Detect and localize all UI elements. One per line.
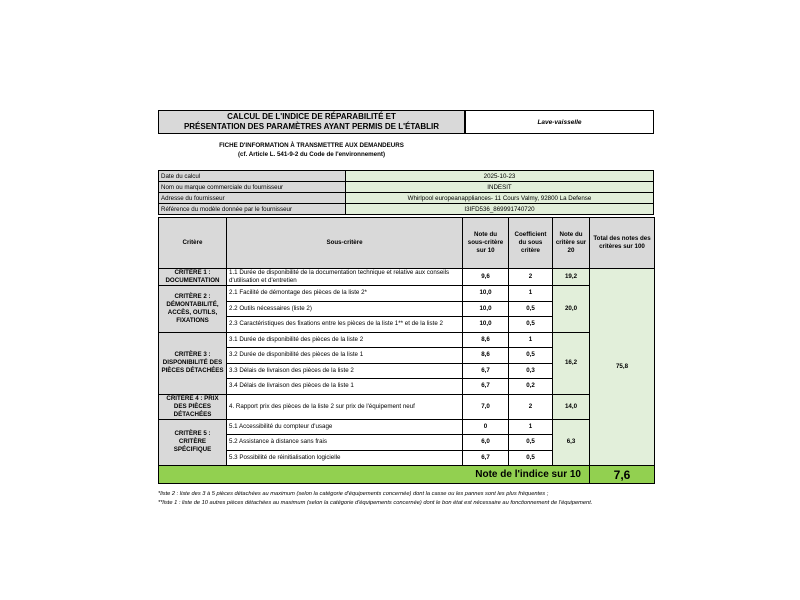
sub-criterion-note: 6,0	[463, 435, 509, 451]
title-line-2: PRÉSENTATION DES PARAMÈTRES AYANT PERMIS DE L'ÉTABLIR	[183, 122, 440, 131]
criterion-score: 14,0	[553, 394, 590, 419]
sub-criterion-coefficient: 0,3	[509, 363, 553, 379]
sub-criterion-note: 0	[463, 419, 509, 435]
sub-criterion-label: 2.1 Facilité de démontage des pièces de la liste 2*	[227, 286, 463, 302]
criterion-score: 16,2	[553, 332, 590, 394]
table-row	[159, 286, 655, 302]
sheet-heading-title: FICHE D'INFORMATION À TRANSMETTRE AUX DEMANDEURS	[219, 142, 404, 149]
final-row	[159, 466, 655, 484]
final-score-value: 7,6	[590, 466, 655, 484]
info-label: Date du calcul	[159, 171, 346, 182]
header-note-critere: Note du critère sur 20	[553, 218, 590, 269]
table-row	[159, 419, 655, 435]
criterion-name: CRITÈRE 5 : CRITÈRE SPÉCIFIQUE	[159, 419, 227, 466]
info-label: Nom ou marque commerciale du fournisseur	[159, 182, 346, 193]
sub-criterion-note: 7,0	[463, 394, 509, 419]
sub-criterion-label: 5.1 Accessibilité du compteur d'usage	[227, 419, 463, 435]
sub-criterion-label: 3.4 Délais de livraison des pièces de la liste 1	[227, 379, 463, 395]
header-sous-critere: Sous-critère	[227, 218, 463, 269]
criterion-name: CRITÈRE 2 : DÉMONTABILITÉ, ACCÈS, OUTILS, FIXATIONS	[159, 286, 227, 333]
sheet-heading	[158, 141, 465, 159]
title-line-1: CALCUL DE L'INDICE DE RÉPARABILITÉ ET	[227, 112, 396, 121]
sub-criterion-note: 6,7	[463, 450, 509, 466]
criterion-name: CRITÈRE 3 : DISPONIBILITÉ DES PIÈCES DÉTACHÉES	[159, 332, 227, 394]
sub-criterion-coefficient: 0,5	[509, 348, 553, 364]
sub-criterion-note: 10,0	[463, 286, 509, 302]
sub-criterion-coefficient: 0,5	[509, 317, 553, 333]
sub-criterion-label: 5.3 Possibilité de réinitialisation logicielle	[227, 450, 463, 466]
info-value: Whirlpool europeanappliances- 11 Cours Valmy, 92800 La Defense	[346, 193, 654, 204]
info-value: INDESIT	[346, 182, 654, 193]
info-value: I3IFD536_869991740720	[346, 204, 654, 215]
sub-criterion-label: 3.1 Durée de disponibilité des pièces de la liste 2	[227, 332, 463, 348]
sheet-heading-reference: (cf. Article L. 541-9-2 du Code de l'environnement)	[237, 151, 386, 158]
sub-criterion-note: 6,7	[463, 379, 509, 395]
header-note-sous-critere: Note du sous-critère sur 10	[463, 218, 509, 269]
sub-criterion-coefficient: 1	[509, 332, 553, 348]
criterion-name: CRITÈRE 4 : PRIX DES PIÈCES DÉTACHÉES	[159, 394, 227, 419]
sub-criterion-label: 2.3 Caractéristiques des fixations entre les pièces de la liste 1** et de la liste 2	[227, 317, 463, 333]
final-score-label: Note de l'indice sur 10	[159, 466, 590, 484]
sub-criterion-note: 8,6	[463, 332, 509, 348]
header-coefficient: Coefficient du sous critère	[509, 218, 553, 269]
sub-criterion-note: 9,6	[463, 269, 509, 286]
sub-criterion-note: 10,0	[463, 317, 509, 333]
info-row	[159, 182, 654, 193]
sub-criterion-coefficient: 0,5	[509, 435, 553, 451]
product-type: Lave-vaisselle	[465, 110, 654, 134]
table-row	[159, 394, 655, 419]
info-label: Référence du modèle donnée par le fournisseur	[159, 204, 346, 215]
sub-criterion-coefficient: 0,5	[509, 301, 553, 317]
repairability-table	[158, 217, 655, 484]
info-row	[159, 204, 654, 215]
sub-criterion-label: 3.3 Délais de livraison des pièces de la liste 2	[227, 363, 463, 379]
sub-criterion-label: 5.2 Assistance à distance sans frais	[227, 435, 463, 451]
sub-criterion-label: 4. Rapport prix des pièces de la liste 2 sur prix de l'équipement neuf	[227, 394, 463, 419]
sub-criterion-label: 2.2 Outils nécessaires (liste 2)	[227, 301, 463, 317]
sub-criterion-coefficient: 0,2	[509, 379, 553, 395]
sub-criterion-coefficient: 1	[509, 419, 553, 435]
sub-criterion-label: 1.1 Durée de disponibilité de la documentation technique et relative aux conseils d'utilisation et d'entretien	[227, 269, 463, 286]
sub-criterion-note: 8,6	[463, 348, 509, 364]
info-table	[158, 170, 654, 215]
sub-criterion-coefficient: 0,5	[509, 450, 553, 466]
header-total: Total des notes des critères sur 100	[590, 218, 655, 269]
footnote-liste-1: **liste 1 : liste de 10 autres pièces détachées au maximum (selon la catégorie d'équipements concernée) dont le bon état est nécessaire au fonctionnement de l'équipement.	[158, 499, 593, 506]
criterion-score: 20,0	[553, 286, 590, 333]
sub-criterion-coefficient: 2	[509, 394, 553, 419]
criterion-name: CRITÈRE 1 : DOCUMENTATION	[159, 269, 227, 286]
info-label: Adresse du fournisseur	[159, 193, 346, 204]
criterion-score: 6,3	[553, 419, 590, 466]
info-row	[159, 171, 654, 182]
footnote-liste-2: *liste 2 : liste des 3 à 5 pièces détachées au maximum (selon la catégorie d'équipements concernée) dont la casse ou les pannes sont les plus fréquentes ;	[158, 491, 549, 497]
sub-criterion-label: 3.2 Durée de disponibilité des pièces de la liste 1	[227, 348, 463, 364]
document-title	[158, 110, 465, 134]
footnotes	[158, 490, 654, 507]
sub-criterion-coefficient: 1	[509, 286, 553, 302]
table-row	[159, 269, 655, 286]
header-critere: Critère	[159, 218, 227, 269]
table-header-row	[159, 218, 655, 269]
total-score: 75,8	[590, 269, 655, 466]
sub-criterion-coefficient: 2	[509, 269, 553, 286]
table-row	[159, 332, 655, 348]
criterion-score: 19,2	[553, 269, 590, 286]
sub-criterion-note: 6,7	[463, 363, 509, 379]
sub-criterion-note: 10,0	[463, 301, 509, 317]
info-value: 2025-10-23	[346, 171, 654, 182]
info-row	[159, 193, 654, 204]
